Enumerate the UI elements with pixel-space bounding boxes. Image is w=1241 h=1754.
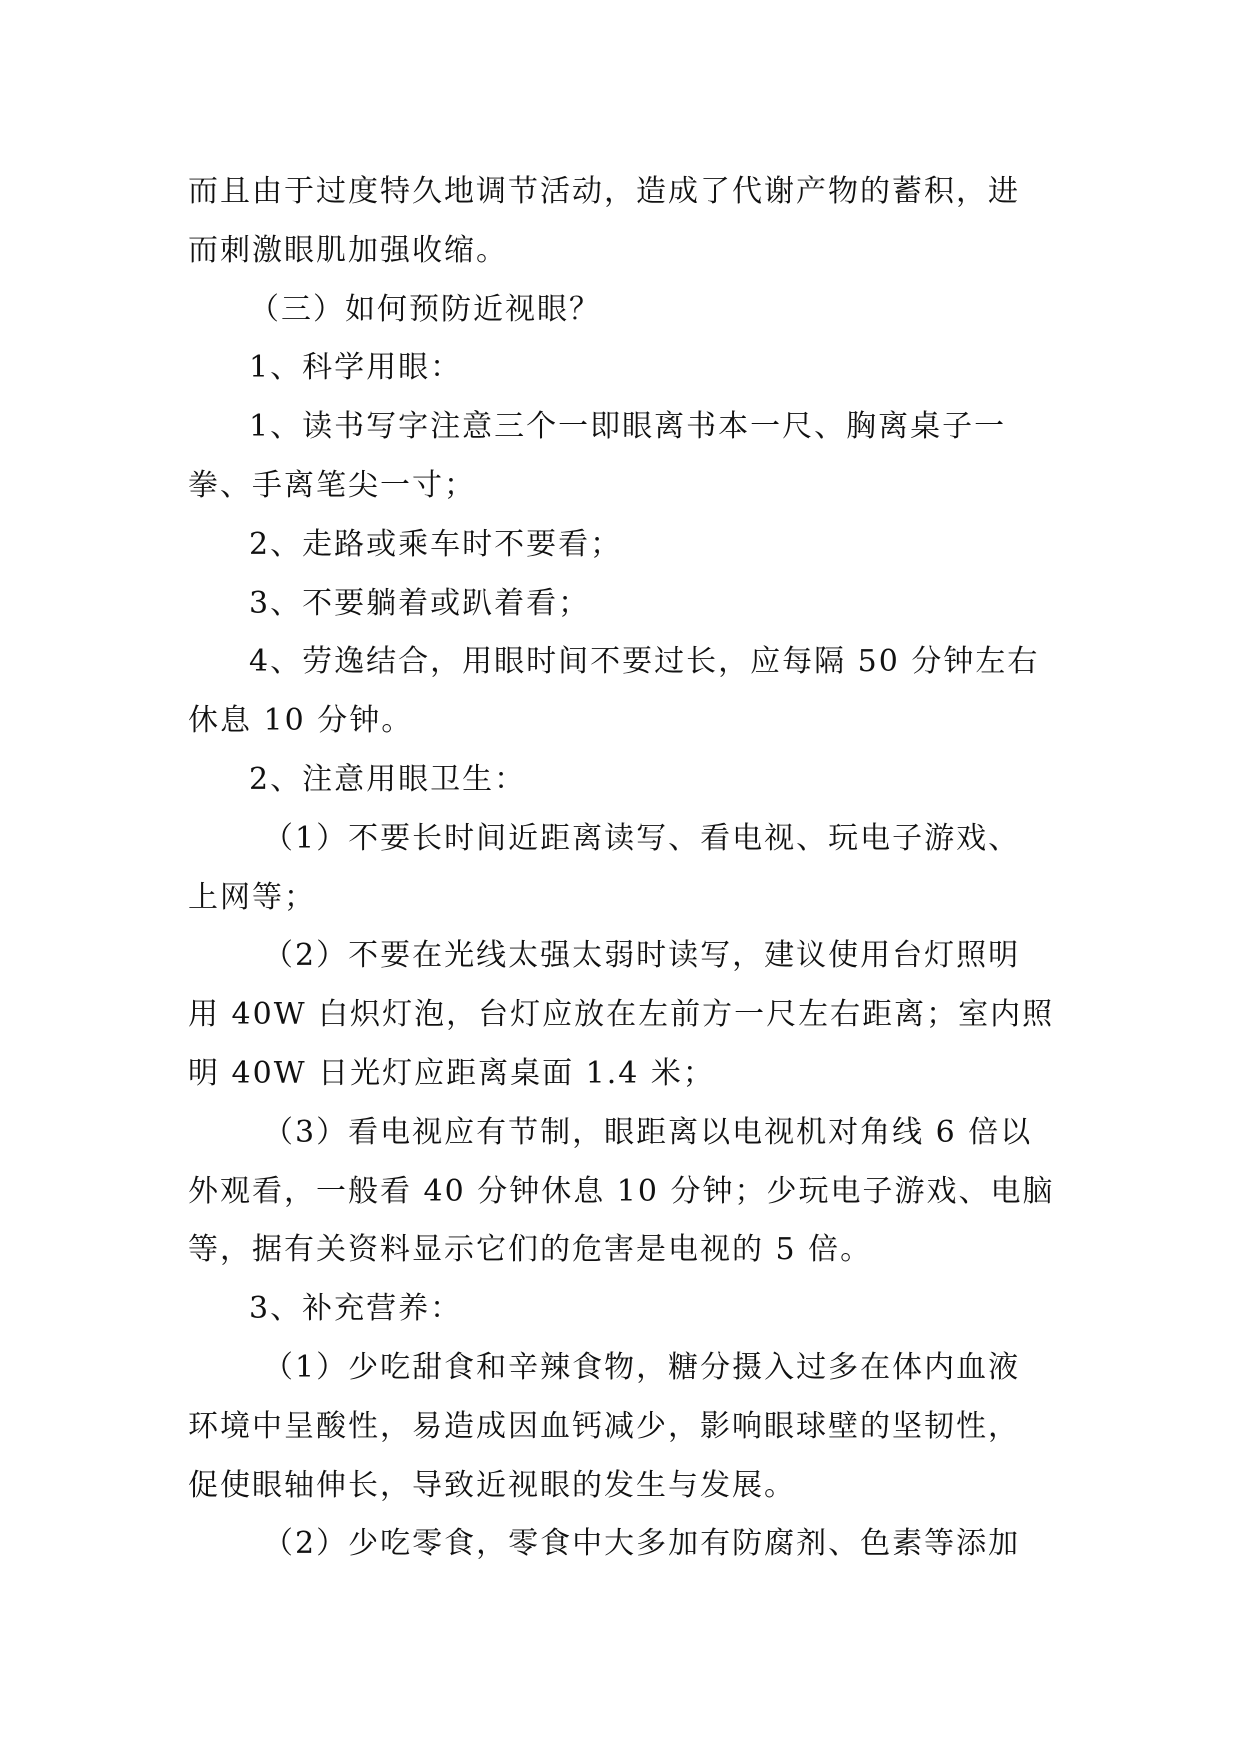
- paragraph-line: （1）不要长时间近距离读写、看电视、玩电子游戏、: [263, 820, 1021, 856]
- paragraph-line: 4、劳逸结合，用眼时间不要过长，应每隔 50 分钟左右: [249, 644, 1040, 680]
- paragraph-line: （1）少吃甜食和辛辣食物，糖分摄入过多在体内血液: [263, 1349, 1021, 1385]
- paragraph-line: 等，据有关资料显示它们的危害是电视的 5 倍。: [188, 1232, 873, 1268]
- section-heading: （三）如何预防近视眼？: [249, 291, 601, 327]
- subsection-heading: 2、注意用眼卫生：: [249, 761, 527, 797]
- subsection-heading: 3、补充营养：: [249, 1291, 463, 1327]
- paragraph-line: （3）看电视应有节制，眼距离以电视机对角线 6 倍以: [263, 1114, 1033, 1150]
- paragraph-line: 休息 10 分钟。: [188, 703, 414, 739]
- paragraph-line: 2、走路或乘车时不要看；: [249, 526, 623, 562]
- paragraph-line: 明 40W 日光灯应距离桌面 1.4 米；: [188, 1055, 715, 1091]
- document-body: [188, 163, 1068, 1574]
- paragraph-line: 1、读书写字注意三个一即眼离书本一尺、胸离桌子一: [249, 409, 1007, 445]
- paragraph-line: 外观看，一般看 40 分钟休息 10 分钟；少玩电子游戏、电脑: [188, 1173, 1055, 1209]
- paragraph-line: 而且由于过度特久地调节活动，造成了代谢产物的蓄积，进: [188, 174, 1020, 209]
- paragraph-line: （2）不要在光线太强太弱时读写，建议使用台灯照明: [263, 938, 1021, 974]
- paragraph-line: 用 40W 白炽灯泡，台灯应放在左前方一尺左右距离；室内照: [188, 997, 1055, 1033]
- paragraph-line: 拳、手离笔尖一寸；: [188, 467, 476, 503]
- paragraph-line: （2）少吃零食，零食中大多加有防腐剂、色素等添加: [263, 1526, 1021, 1562]
- subsection-heading: 1、科学用眼：: [249, 350, 463, 386]
- paragraph-line: 而刺激眼肌加强收缩。: [188, 232, 508, 268]
- paragraph-line: 促使眼轴伸长，导致近视眼的发生与发展。: [188, 1467, 796, 1503]
- paragraph-line: 环境中呈酸性，易造成因血钙减少，影响眼球壁的坚韧性，: [188, 1408, 1020, 1444]
- paragraph-line: 上网等；: [188, 879, 316, 915]
- paragraph-line: 3、不要躺着或趴着看；: [249, 585, 591, 621]
